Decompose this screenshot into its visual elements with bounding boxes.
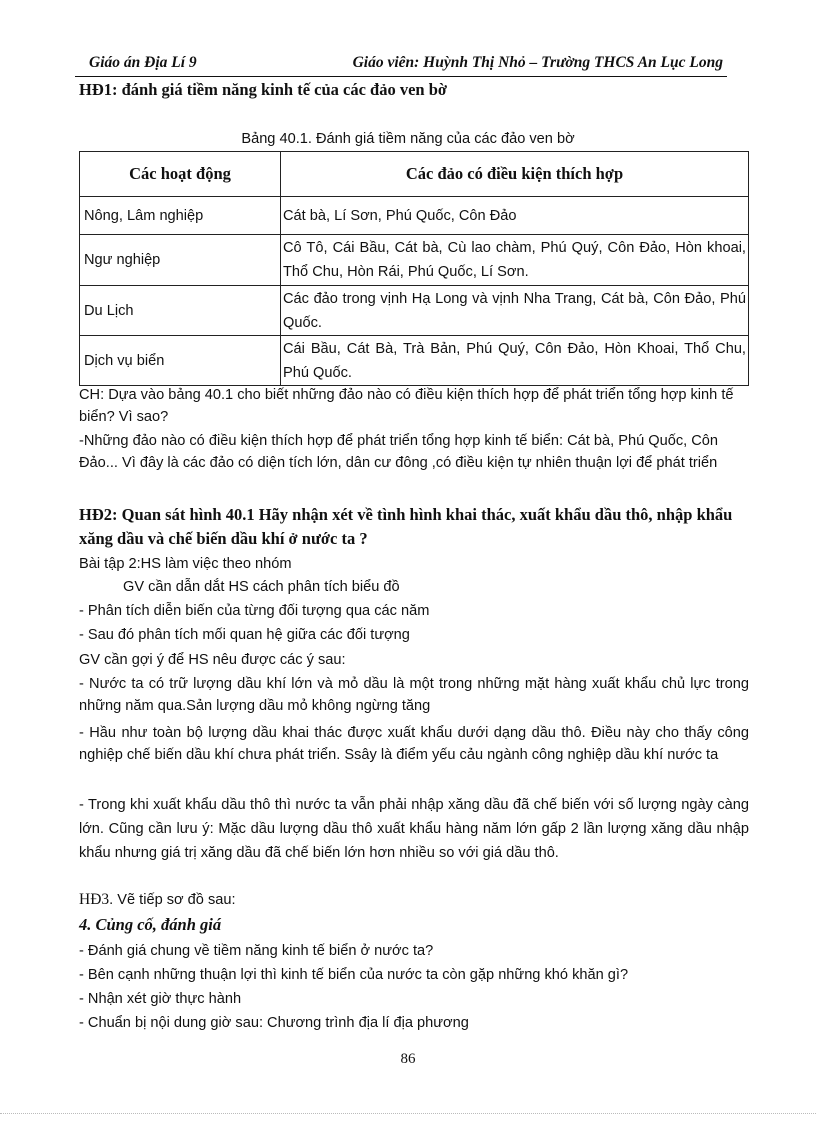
table-row (80, 336, 749, 386)
section-4-title: 4. Củng cố, đánh giá (79, 915, 222, 934)
ch-answer: -Những đảo nào có điều kiện thích hợp để phát triển tổng hợp kinh tế biển: Cát bà, Phú Quốc, Côn Đảo... Vì đây là các đảo có diện tích lớn, dân cư đông ,có điều kiện tự nhiên thuận lợi để phát triển (79, 433, 719, 471)
table-row (80, 235, 749, 286)
table-cell-islands: Cái Bầu, Cát Bà, Trà Bản, Phú Quý, Côn Đảo, Hòn Khoai, Thổ Chu, Phú Quốc. (281, 336, 749, 386)
gv-hint: GV cần gợi ý để HS nêu được các ý sau: (79, 652, 346, 668)
hd1-heading: HĐ1: đánh giá tiềm năng kinh tế của các đảo ven bờ (79, 80, 448, 99)
ch-question: CH: Dựa vào bảng 40.1 cho biết những đảo nào có điều kiện thích hợp để phát triển tổng hợp kinh tế biển? Vì sao? (79, 387, 734, 425)
table-cell-islands: Các đảo trong vịnh Hạ Long và vịnh Nha Trang, Cát bà, Côn Đảo, Phú Quốc. (281, 286, 749, 336)
table-cell-activity: Dịch vụ biển (80, 336, 281, 386)
page-header (75, 52, 727, 76)
header-teacher-school: Giáo viên: Huỳnh Thị Nhỏ – Trường THCS An Lục Long (352, 54, 723, 71)
exercise-2: Bài tập 2:HS làm việc theo nhóm (79, 556, 292, 572)
header-divider (75, 76, 727, 77)
hd3-line (79, 889, 749, 911)
page-number: 86 (400, 1051, 416, 1067)
point-3: - Trong khi xuất khẩu dầu thô thì nước ta vẫn phải nhập xăng dầu đã chế biến với số lượng ngày càng lớn. Cũng cần lưu ý: Mặc dầu lượng dầu thô xuất khẩu hàng năm lớn gấp 2 lần lượng xăng dầu nhập khẩu nhưng giá trị xăng dầu đã chế biến lớn hơn nhiều so với giá dầu thô. (79, 797, 749, 861)
table-header-row (80, 152, 749, 197)
section-4-item: - Chuẩn bị nội dung giờ sau: Chương trình địa lí địa phương (79, 1015, 469, 1031)
table-header-islands: Các đảo có điều kiện thích hợp (281, 152, 749, 197)
table-caption: Bảng 40.1. Đánh giá tiềm năng của các đảo ven bờ (241, 131, 575, 147)
islands-potential-table (79, 151, 749, 386)
point-2: - Hầu như toàn bộ lượng dầu khai thác được xuất khẩu dưới dạng dầu thô. Điều này cho thấy công nghiệp chế biến dầu khí chưa phát triển. Ssây là điểm yếu cảu ngành công nghiệp dầu khí nước ta (79, 725, 749, 763)
table-row (80, 286, 749, 336)
hd3-label: HĐ3 (79, 891, 110, 908)
section-4-item: - Nhận xét giờ thực hành (79, 991, 242, 1007)
table-cell-activity: Nông, Lâm nghiệp (80, 197, 281, 235)
gv-guide: GV cần dẫn dắt HS cách phân tích biểu đồ (123, 579, 400, 595)
point-1: - Nước ta có trữ lượng dầu khí lớn và mỏ dầu là một trong những mặt hàng xuất khẩu chủ lực trong những năm qua.Sản lượng dầu mỏ không ngừng tăng (79, 676, 749, 714)
section-4-item: - Bên cạnh những thuận lợi thì kinh tế biển của nước ta còn gặp những khó khăn gì? (79, 967, 629, 983)
table-cell-islands: Cát bà, Lí Sơn, Phú Quốc, Côn Đảo (281, 197, 749, 235)
table-cell-activity: Du Lịch (80, 286, 281, 336)
analysis-bullet-1: - Phân tích diễn biến của từng đối tượng qua các năm (79, 603, 430, 619)
table-header-activities: Các hoạt động (80, 152, 281, 197)
header-course-title: Giáo án Địa Lí 9 (89, 54, 197, 71)
section-4-item: - Đánh giá chung về tiềm năng kinh tế biển ở nước ta? (79, 943, 434, 959)
hd3-text: . Vẽ tiếp sơ đồ sau: (109, 892, 236, 908)
table-cell-islands: Cô Tô, Cái Bầu, Cát bà, Cù lao chàm, Phú Quý, Côn Đảo, Hòn khoai, Thổ Chu, Hòn Rái, Phú Quốc, Lí Sơn. (281, 235, 749, 286)
table-row (80, 197, 749, 235)
hd2-heading: HĐ2: Quan sát hình 40.1 Hãy nhận xét về tình hình khai thác, xuất khẩu dầu thô, nhập khẩu xăng dầu và chế biến dầu khí ở nước ta ? (79, 505, 733, 548)
table-cell-activity: Ngư nghiệp (80, 235, 281, 286)
page-bottom-divider (0, 1113, 816, 1114)
analysis-bullet-2: - Sau đó phân tích mối quan hệ giữa các đối tượng (79, 627, 410, 643)
